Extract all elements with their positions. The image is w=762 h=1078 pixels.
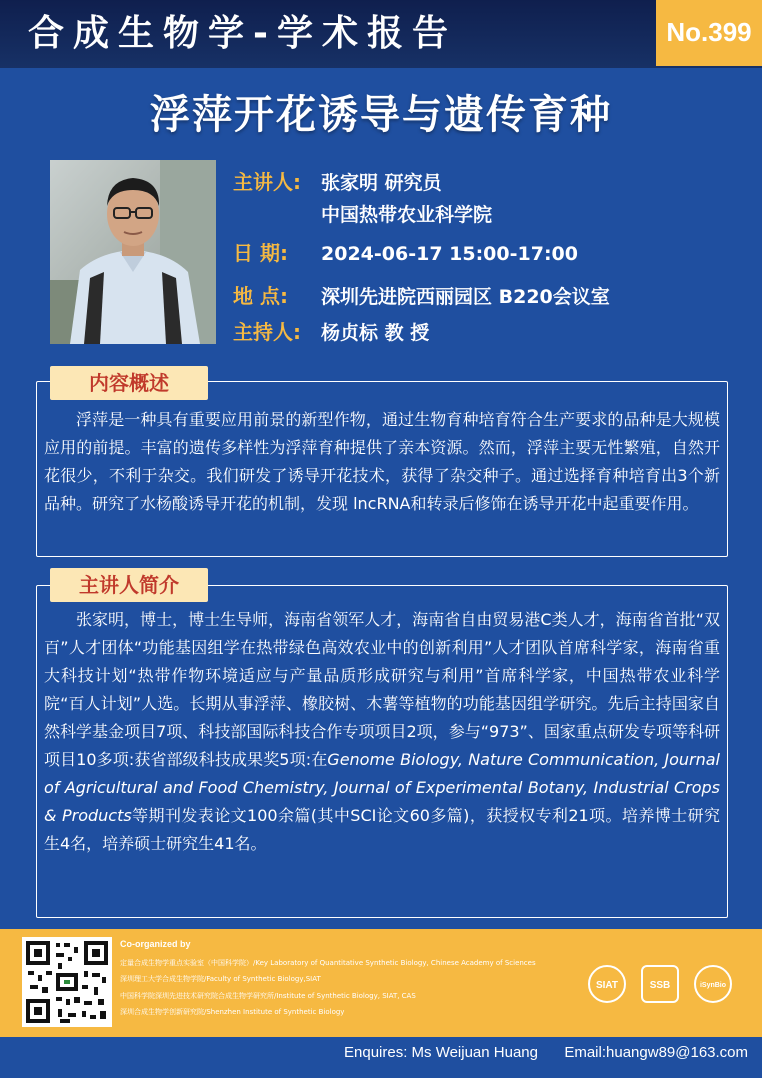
speaker-portrait-image (50, 160, 216, 344)
speaker-row (233, 165, 442, 199)
footer-banner (0, 929, 762, 1037)
top-banner (0, 0, 762, 68)
location-label: 地 点: (233, 284, 288, 308)
affiliation-row (321, 198, 492, 232)
location-row (233, 279, 610, 313)
coorganizer-line: 深圳合成生物学创新研究院/Shenzhen Institute of Synthetic Biology (120, 1008, 345, 1016)
date-row (233, 236, 578, 270)
bio-journals: Genome Biology, Nature Communication, Journal of Agricultural and Food Chemistry, Journal of Experimental Botany, Industrial Crops & Products (44, 750, 720, 825)
series-title: 合成生物学-学术报告 (28, 13, 457, 54)
qr-code-icon (22, 937, 112, 1027)
host-row (233, 315, 429, 349)
date-value: 2024-06-17 15:00-17:00 (321, 243, 578, 265)
bio-text-before: 张家明，博士，博士生导师，海南省领军人才，海南省自由贸易港C类人才，海南省首批“双百”人才团体“功能基因组学在热带绿色高效农业中的创新利用”人才团队首席科学家，海南省重大科技计划“热带作物环境适应与产量品质形成研究与利用”首席科学家，中国热带农业科学院“百人计划”人选。长期从事浮萍、橡胶树、木薯等植物的功能基因组学研究。先后主持国家自然科学基金项目7项、科技部国际科技合作专项项目2项，参与“973”、国家重点研发专项等科研项目10多项:获省部级科技成果奖5项:在 (44, 610, 720, 769)
host-value: 杨贞标 教 授 (321, 322, 430, 344)
isynbio-logo: iSynBio (694, 965, 732, 1003)
enquiries-contact: Enquires: Ms Weijuan Huang (344, 1044, 538, 1061)
speaker-photo (50, 160, 216, 344)
abstract-heading: 内容概述 (50, 366, 208, 400)
abstract-text-block (44, 406, 720, 518)
location-value: 深圳先进院西丽园区 B220会议室 (321, 286, 610, 308)
bio-heading: 主讲人简介 (50, 568, 208, 602)
bio-text-after: 等期刊发表论文100余篇(其中SCI论文60多篇)，获授权专利21项。培养博士研究生4名，培养硕士研究生41名。 (44, 806, 721, 853)
siat-logo: SIAT (588, 965, 626, 1003)
contact-line (344, 1044, 748, 1061)
bio-text (44, 606, 720, 858)
contact-email[interactable]: Email:huangw89@163.com (564, 1044, 749, 1061)
coorganizer-line: 深圳理工大学合成生物学院/Faculty of Synthetic Biology,SIAT (120, 975, 321, 983)
talk-title: 浮萍开花诱导与遗传育种 (150, 92, 612, 138)
ssb-logo: SSB (641, 965, 679, 1003)
speaker-affiliation: 中国热带农业科学院 (321, 204, 493, 226)
date-label: 日 期: (233, 241, 288, 265)
speaker-name: 张家明 研究员 (321, 172, 442, 194)
abstract-text: 浮萍是一种具有重要应用前景的新型作物，通过生物育种培育符合生产要求的品种是大规模应用的前提。丰富的遗传多样性为浮萍育种提供了亲本资源。然而，浮萍主要无性繁殖，自然开花很少，不利于杂交。我们研发了诱导开花技术，获得了杂交种子。通过选择育种培育出3个新品种。研究了水杨酸诱导开花的机制，发现 lncRNA和转录后修饰在诱导开花中起重要作用。 (44, 410, 720, 513)
bio-text-block (44, 606, 720, 858)
coorganizer-line: 中国科学院深圳先进技术研究院合成生物学研究所/Institute of Synthetic Biology, SIAT, CAS (120, 992, 416, 1000)
coorganizer-line: 定量合成生物学重点实验室（中国科学院）/Key Laboratory of Quantitative Synthetic Biology, Chinese Academy of Sciences (120, 959, 536, 967)
qr-code (22, 937, 112, 1027)
host-label: 主持人: (233, 320, 301, 344)
coorganizers-title: Co-organized by (120, 939, 191, 949)
issue-number-badge: No.399 (656, 0, 762, 66)
speaker-label: 主讲人: (233, 170, 301, 194)
